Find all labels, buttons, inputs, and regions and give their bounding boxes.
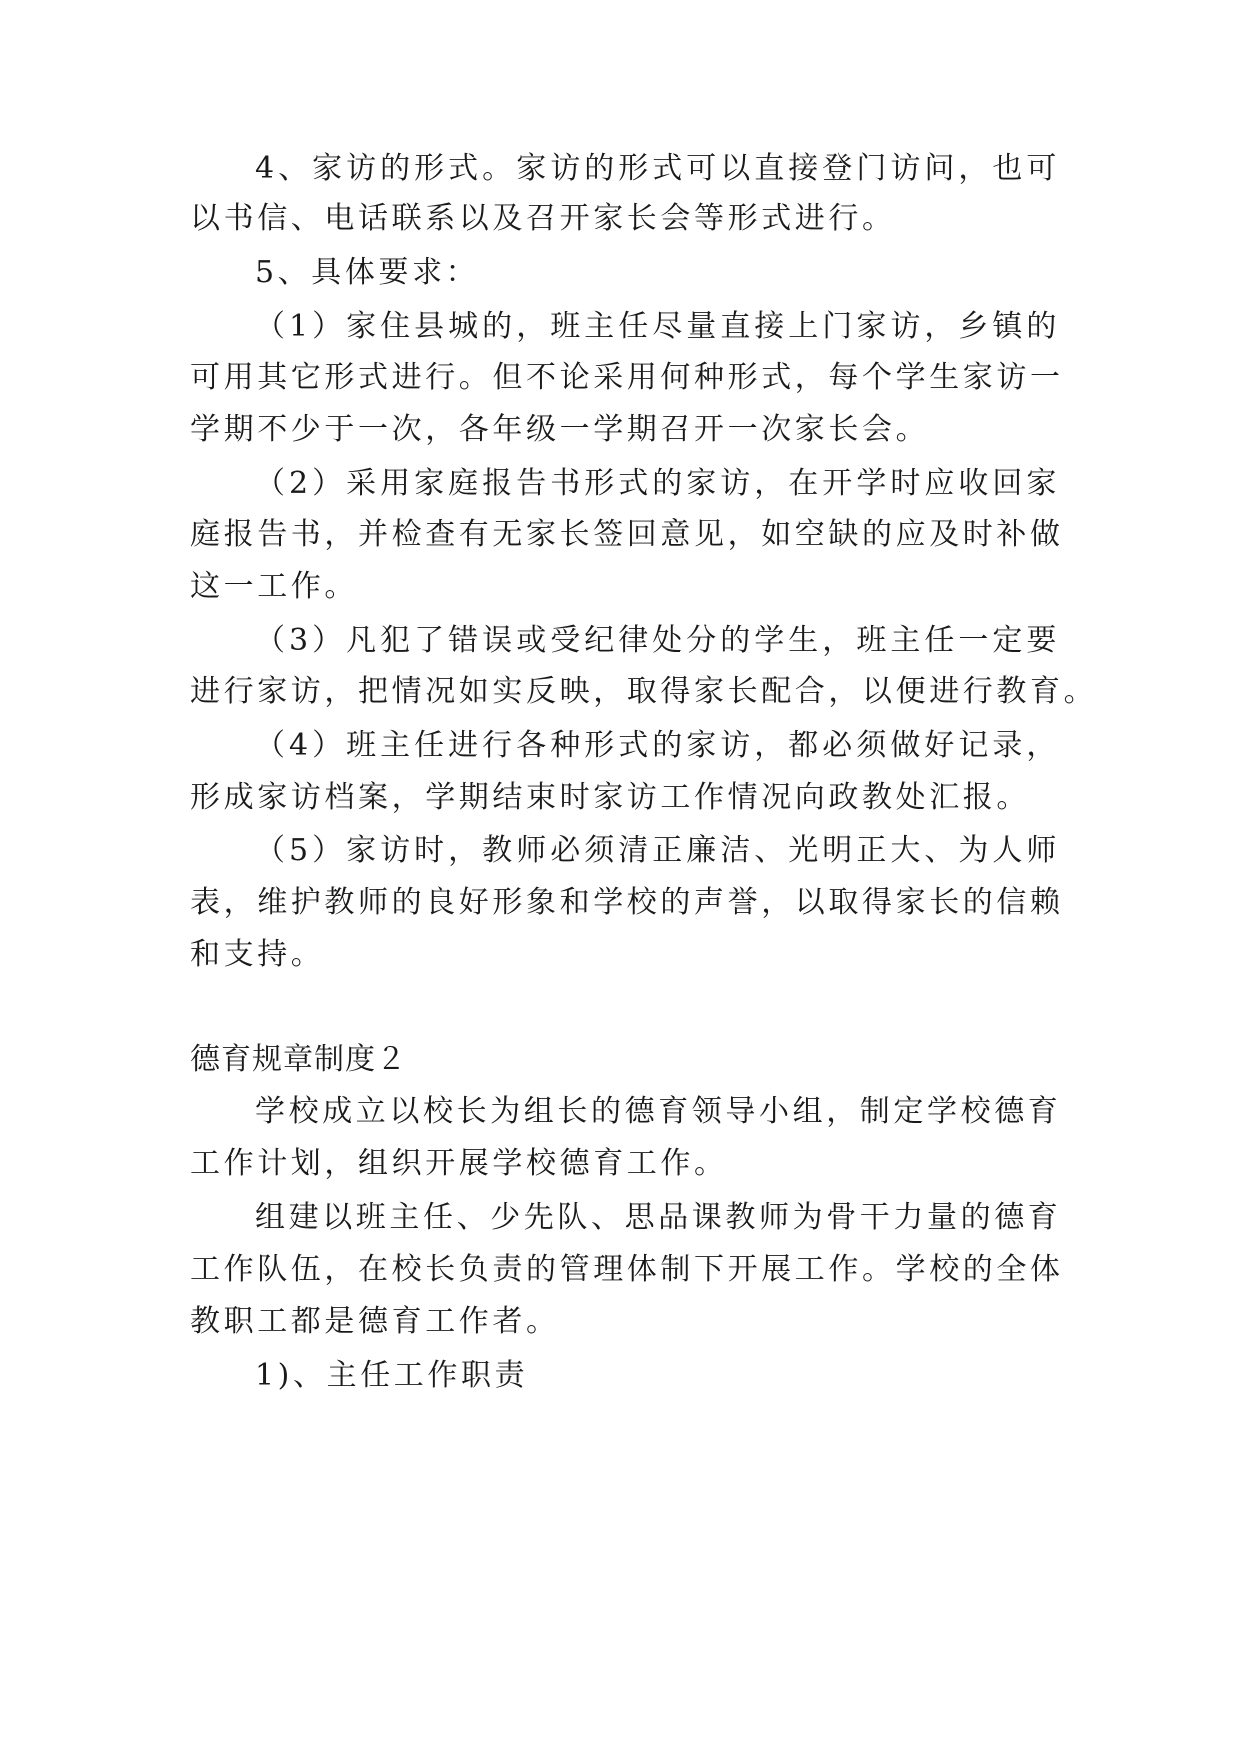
paragraph-line: （4）班主任进行各种形式的家访，都必须做好记录， — [255, 728, 1060, 763]
paragraph-line: 工作队伍，在校长负责的管理体制下开展工作。学校的全体 — [190, 1252, 1064, 1287]
paragraph-line: 进行家访，把情况如实反映，取得家长配合，以便进行教育。 — [190, 674, 1098, 709]
paragraph-line: 形成家访档案，学期结束时家访工作情况向政教处汇报。 — [190, 780, 1030, 815]
paragraph-line: 学校成立以校长为组长的德育领导小组，制定学校德育 — [255, 1094, 1062, 1129]
paragraph-line: 以书信、电话联系以及召开家长会等形式进行。 — [190, 201, 896, 236]
paragraph-line: 教职工都是德育工作者。 — [190, 1304, 560, 1339]
paragraph-line: 学期不少于一次，各年级一学期召开一次家长会。 — [190, 412, 930, 447]
paragraph-line: 和支持。 — [190, 937, 325, 972]
paragraph-line: 组建以班主任、少先队、思品课教师为骨干力量的德育 — [255, 1200, 1062, 1235]
paragraph-line: 工作计划，组织开展学校德育工作。 — [190, 1146, 728, 1181]
item-title: 1)、主任工作职责 — [255, 1358, 529, 1393]
paragraph-line: 这一工作。 — [190, 569, 358, 604]
paragraph-line: （1）家住县城的，班主任尽量直接上门家访，乡镇的 — [255, 309, 1060, 344]
paragraph-line: 表，维护教师的良好形象和学校的声誉，以取得家长的信赖 — [190, 885, 1064, 920]
paragraph-line: 庭报告书，并检查有无家长签回意见，如空缺的应及时补做 — [190, 517, 1064, 552]
section-heading: 德育规章制度２ — [190, 1042, 407, 1077]
item-title: 5、具体要求： — [255, 255, 480, 290]
paragraph-line: （2）采用家庭报告书形式的家访，在开学时应收回家 — [255, 466, 1060, 501]
paragraph-line: 4、家访的形式。家访的形式可以直接登门访问，也可 — [255, 151, 1060, 186]
paragraph-line: （3）凡犯了错误或受纪律处分的学生，班主任一定要 — [255, 623, 1060, 658]
paragraph-line: （5）家访时，教师必须清正廉洁、光明正大、为人师 — [255, 833, 1060, 868]
paragraph-line: 可用其它形式进行。但不论采用何种形式，每个学生家访一 — [190, 360, 1064, 395]
